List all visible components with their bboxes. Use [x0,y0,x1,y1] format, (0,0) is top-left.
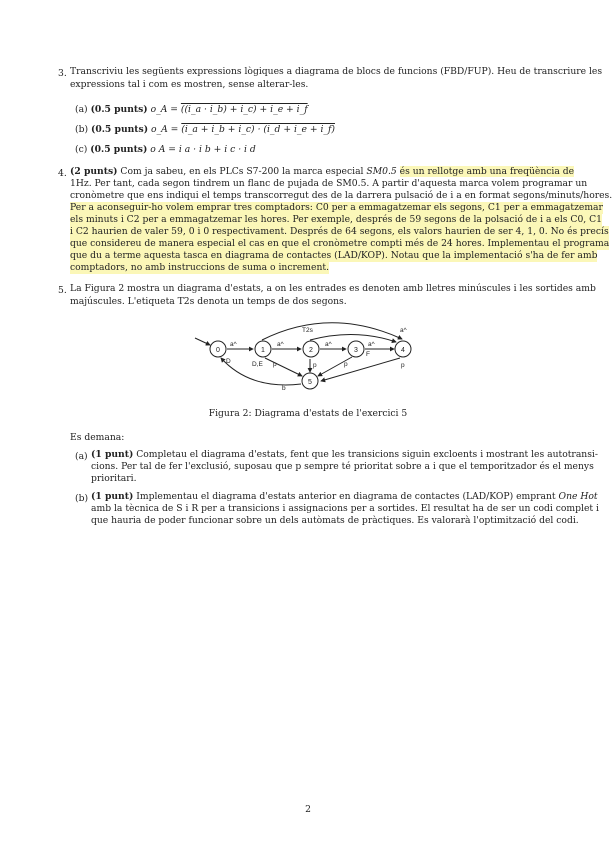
q3-item-c [75,144,256,156]
q5b-line-1: (1 punt) Implementau el diagrama d'estats anterior en diagrama de contactes (LAD/KOP) emprant One Hot [91,491,598,502]
figure-caption: Figura 2: Diagrama d'estats de l'exercici 5 [208,408,408,419]
q3a-letter: (a) [75,104,88,115]
q5b-line-3: que hauria de poder funcionar sobre un dels autòmats de pràctiques. Es valorarà l'optimització del codi. [91,515,579,526]
state-3-label: 3 [354,347,358,354]
q4-line-4: Per a aconseguir-ho volem emprar tres comptadors: C0 per a emmagatzemar els segons, C1 per a emmagatzemar [70,202,603,213]
q5b-letter: (b) [75,493,89,504]
q5-number: 5. [58,285,67,296]
q3b-expression: (i_a + i_b + i_c) · (i_d + i_e + i_f) [181,124,335,135]
edge-3-4-label: a^ [368,341,375,348]
q3-number: 3. [58,68,67,79]
q4-line-1: (2 punts) Com ja sabeu, en els PLCs S7-200 la marca especial SM0.5 és un rellotge amb una freqüència de [70,166,575,177]
q3b-lhs: o_A = [150,124,179,135]
q5a-line-3: prioritari. [91,473,137,484]
edge-4-5-label: p [401,362,405,369]
state-3-output: F [366,351,370,358]
edge-1-2-label: a^ [277,341,284,348]
edge-1-4-label: a^ [400,327,407,334]
edge-1-5-label: p [273,361,277,368]
state-diagram [190,320,430,400]
edge-3-5-label: p [344,361,348,368]
q3c-points: (0.5 punts) [90,144,148,155]
q3c-letter: (c) [75,144,88,155]
state-4-label: 4 [401,347,405,354]
q3b-letter: (b) [75,124,89,135]
q3a-lhs: o_A = [150,104,178,115]
page-number: 2 [305,804,311,815]
q3-text-line1: Transcriviu les següents expressions lògiques a diagrama de blocs de funcions (FBD/FUP). Heu de transcriure les [70,66,603,77]
q4-number: 4. [58,168,67,179]
edge-2-3-label: a^ [325,341,332,348]
q5-text-line1: La Figura 2 mostra un diagrama d'estats, a on les entrades es denoten amb lletres minúscules i les sortides amb [70,283,596,294]
q4-line-3: cronòmetre que ens indiqui el temps transcorregut des de la darrera pulsació de i a en format segons/minuts/hores. [70,190,613,201]
edge-2-4-timer-label: T2s [302,327,313,334]
q5-text-line2: majúscules. L'etiqueta T2s denota un temps de dos segons. [70,296,347,307]
q3-text-line2: expressions tal i com es mostren, sense alterar-les. [70,79,309,90]
edge-0-1-label: a^ [230,341,237,348]
q5a-letter: (a) [75,451,88,462]
q4-line-2: 1Hz. Per tant, cada segon tindrem un flanc de pujada de SM0.5. A partir d'aquesta marca volem programar un [70,178,588,189]
state-1-label: 1 [261,347,265,354]
q3a-points: (0.5 punts) [90,104,148,115]
q3b-points: (0.5 punts) [90,124,149,135]
state-0-output: D [226,358,231,365]
q5b-line-2: amb la tècnica de S i R per a transicions i assignacions per a sortides. El resultat ha de ser un codi complet i [91,503,599,514]
q4-line-5: els minuts i C2 per a emmagatzemar les hores. Per exemple, després de 59 segons de la polsació de i a els C0, C1 [70,214,602,225]
q4-line-9: comptadors, no amb instruccions de suma o increment. [70,262,329,273]
state-2-label: 2 [309,347,313,354]
q3c-lhs: o A = [150,144,176,155]
q5-ask: Es demana: [70,432,125,443]
q4-line-7: que considereu de manera especial el cas en que el cronòmetre compti més de 24 hores. Implementau el programa [70,238,610,249]
q5a-line-1: (1 punt) Completau el diagrama d'estats, fent que les transicions siguin excloents i mostrant les autotransi- [91,449,598,460]
edge-2-5-label: p [313,362,317,369]
q4-line-6: i C2 haurien de valer 59, 0 i 0 respectivament. Després de 64 segons, els valors haurien de ser 4, 1, 0. No és precís [70,226,609,237]
state-5-label: 5 [308,379,312,386]
q3-item-b [75,124,335,136]
edge-5-0-label: b [282,385,286,392]
q5a-line-2: cions. Per tal de fer l'exclusió, suposau que p sempre té prioritat sobre a i que el temporitzador és el menys [91,461,594,472]
q4-line-8: que du a terme aquesta tasca en diagrama de contactes (LAD/KOP). Notau que la implementació s'ha de fer amb [70,250,598,261]
q3a-expression: ((i_a · i_b) + i_c) + i_e + i_f [180,104,308,115]
state-0-label: 0 [216,347,220,354]
state-1-output: D,E [252,361,263,368]
q3-item-a [75,104,308,116]
q3c-expression: i a · i b + i c · i d [178,144,256,155]
